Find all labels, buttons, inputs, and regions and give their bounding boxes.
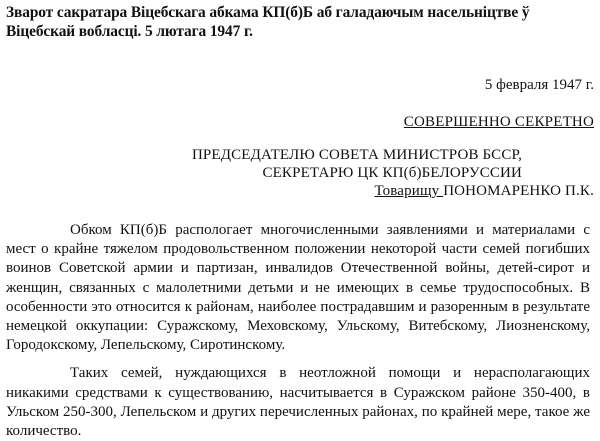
body-paragraph-1: Обком КП(б)Б распологает многочисленными заявлениями и материалами с мест о крайне тяжелом продовольственном положении некоторой части семей погибших воинов Советской армии и партизан, инвалидов Отечественной войны, детей-сирот и женщин, связанных с малолетними детьми и не имеющих в семье трудоспособных. В особенности это относится к районам, наиболее пострадавшим и разоренным в результате немецкой оккупации: Суражскому, Меховскому, Ульскому, Витебскому, Лиозненскому, Городокскому, Лепельскому, Сиротинскому. (6, 222, 590, 354)
addressee-line-3 (192, 182, 594, 200)
classification-stamp: СОВЕРШЕННО СЕКРЕТНО (403, 114, 594, 130)
addressee-name: ПОНОМАРЕНКО П.К. (443, 183, 594, 199)
document-title: Зварот сакратара Віцебскага абкама КП(б)Б аб галадаючым насельніцтве ў Віцебскай вобласці. 5 лютага 1947 г. (6, 4, 530, 40)
document-body (6, 221, 590, 441)
addressee-line-2: СЕКРЕТАРЮ ЦК КП(б)БЕЛОРУССИИ (262, 165, 522, 181)
addressee-block (192, 146, 594, 200)
body-paragraph-2: Таких семей, нуждающихся в неотложной помощи и нерасполагающих никакими средствами к существованию, насчитывается в Суражском районе 350-400, в Ульском 250-300, Лепельском и других перечисленных районах, по крайней мере, такое же количество. (6, 365, 590, 440)
addressee-prefix: Товарищу (374, 183, 444, 199)
addressee-line-1: ПРЕДСЕДАТЕЛЮ СОВЕТА МИНИСТРОВ БССР, (191, 147, 522, 163)
document-date: 5 февраля 1947 г. (484, 77, 594, 93)
